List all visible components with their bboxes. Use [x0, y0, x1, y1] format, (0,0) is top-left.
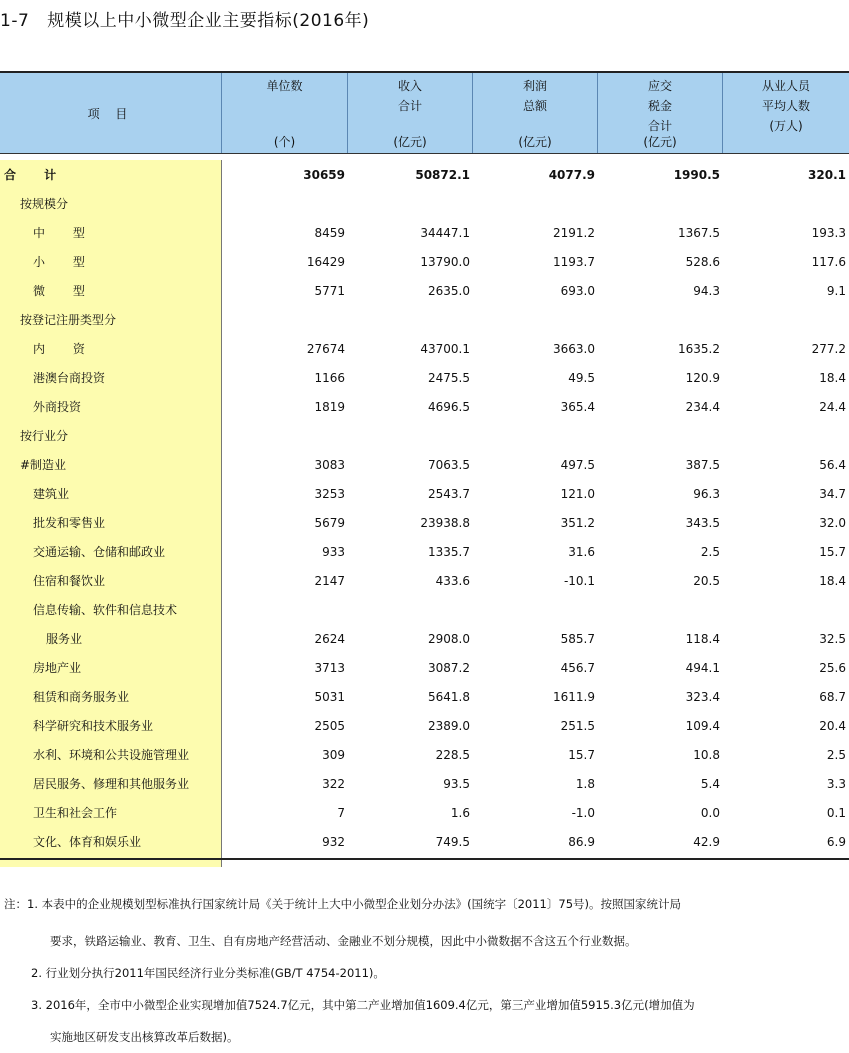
cell-value: 68.7	[819, 689, 846, 704]
cell-value: 3087.2	[428, 660, 470, 675]
table-row	[0, 798, 849, 827]
cell-value: 20.4	[819, 718, 846, 733]
cell-value: 121.0	[560, 486, 595, 501]
header-line: 从业人员	[761, 79, 810, 93]
cell-value: 497.5	[560, 457, 595, 472]
header-profit	[473, 73, 598, 153]
cell-value: 5771	[314, 283, 345, 298]
header-line: 利润	[522, 79, 547, 93]
cell-value: 25.6	[819, 660, 846, 675]
cell-value: 4696.5	[428, 399, 470, 414]
row-label: 文化、体育和娱乐业	[33, 835, 142, 849]
table-row	[0, 334, 849, 363]
cell-value: 2191.2	[553, 225, 595, 240]
row-label: 小 型	[33, 255, 97, 269]
cell-value: 2543.7	[428, 486, 470, 501]
table-row	[0, 508, 849, 537]
cell-value: 34447.1	[420, 225, 470, 240]
cell-value: 5031	[314, 689, 345, 704]
cell-value: 933	[322, 544, 345, 559]
cell-value: 24.4	[819, 399, 846, 414]
cell-value: 2624	[314, 631, 345, 646]
cell-value: 365.4	[560, 399, 595, 414]
cell-value: 1819	[314, 399, 345, 414]
cell-value: 2.5	[700, 544, 720, 559]
cell-value: 18.4	[819, 573, 846, 588]
note-1: 注：1. 本表中的企业规模划型标准执行国家统计局《关于统计上大中小微型企业划分办法》(国统字〔2011〕75号)。按照国家统计局	[4, 897, 681, 911]
cell-value: 5.4	[700, 776, 720, 791]
cell-value: 8459	[314, 225, 345, 240]
cell-value: 43700.1	[420, 341, 470, 356]
cell-value: 1.8	[575, 776, 595, 791]
cell-value: 2.5	[826, 747, 846, 762]
row-label: 住宿和餐饮业	[33, 574, 106, 588]
header-line: 总额	[522, 99, 547, 113]
header-line: 单位数	[266, 79, 303, 93]
cell-value: -1.0	[571, 805, 595, 820]
cell-value: 50872.1	[415, 167, 470, 182]
row-label: 信息传输、软件和信息技术	[33, 603, 178, 617]
row-label: 批发和零售业	[33, 516, 106, 530]
cell-value: 0.0	[700, 805, 720, 820]
row-label: 服务业	[46, 632, 83, 646]
cell-value: 3083	[314, 457, 345, 472]
header-line: 平均人数	[761, 99, 810, 113]
cell-value: 15.7	[568, 747, 595, 762]
row-label: #制造业	[20, 458, 67, 472]
cell-value: 6.9	[826, 834, 846, 849]
header-revenue	[348, 73, 473, 153]
note-2: 2. 行业划分执行2011年国民经济行业分类标准(GB/T 4754-2011)。	[31, 966, 385, 980]
header-tax	[598, 73, 723, 153]
cell-value: 932	[322, 834, 345, 849]
cell-value: 31.6	[568, 544, 595, 559]
cell-value: -10.1	[563, 573, 595, 588]
row-label: 中 型	[33, 226, 97, 240]
cell-value: 23938.8	[420, 515, 470, 530]
cell-value: 5641.8	[428, 689, 470, 704]
row-label: 按规模分	[20, 197, 69, 211]
row-label: 按登记注册类型分	[20, 313, 117, 327]
row-label: 内 资	[33, 342, 97, 356]
cell-value: 234.4	[685, 399, 720, 414]
header-line: 收入	[397, 79, 422, 93]
cell-value: 109.4	[685, 718, 720, 733]
cell-value: 16429	[306, 254, 345, 269]
cell-value: 1611.9	[553, 689, 595, 704]
table-row	[0, 392, 849, 421]
cell-value: 49.5	[568, 370, 595, 385]
cell-value: 251.5	[560, 718, 595, 733]
cell-value: 387.5	[685, 457, 720, 472]
cell-value: 433.6	[435, 573, 470, 588]
cell-value: 322	[322, 776, 345, 791]
bottom-rule	[0, 858, 849, 860]
cell-value: 193.3	[811, 225, 846, 240]
table-row	[0, 189, 849, 218]
cell-value: 3.3	[826, 776, 846, 791]
cell-value: 3663.0	[553, 341, 595, 356]
table-row	[0, 276, 849, 305]
table-row	[0, 363, 849, 392]
table-row	[0, 247, 849, 276]
row-label: 交通运输、仓储和邮政业	[33, 545, 166, 559]
cell-value: 320.1	[808, 167, 846, 182]
row-label: 卫生和社会工作	[33, 806, 118, 820]
cell-value: 228.5	[435, 747, 470, 762]
header-item-label: 项 目	[87, 107, 134, 121]
cell-value: 56.4	[819, 457, 846, 472]
table-row	[0, 740, 849, 769]
table-row	[0, 305, 849, 334]
cell-value: 42.9	[693, 834, 720, 849]
cell-value: 120.9	[685, 370, 720, 385]
cell-value: 456.7	[560, 660, 595, 675]
table-row	[0, 160, 849, 189]
header-line: 合计	[397, 99, 422, 113]
cell-value: 7063.5	[428, 457, 470, 472]
cell-value: 2475.5	[428, 370, 470, 385]
header-line: (万人)	[769, 119, 803, 133]
cell-value: 1193.7	[553, 254, 595, 269]
cell-value: 494.1	[685, 660, 720, 675]
row-label: 按行业分	[20, 429, 69, 443]
table-row	[0, 218, 849, 247]
cell-value: 5679	[314, 515, 345, 530]
cell-value: 2908.0	[428, 631, 470, 646]
cell-value: 343.5	[685, 515, 720, 530]
header-item	[0, 73, 222, 153]
cell-value: 117.6	[811, 254, 846, 269]
header-employees	[723, 73, 849, 153]
row-label: 租赁和商务服务业	[33, 690, 130, 704]
cell-value: 13790.0	[420, 254, 470, 269]
table-row	[0, 682, 849, 711]
header-unit: (个)	[273, 135, 296, 149]
row-label: 建筑业	[33, 487, 70, 501]
cell-value: 96.3	[693, 486, 720, 501]
cell-value: 118.4	[685, 631, 720, 646]
cell-value: 749.5	[435, 834, 470, 849]
cell-value: 15.7	[819, 544, 846, 559]
cell-value: 93.5	[443, 776, 470, 791]
cell-value: 351.2	[560, 515, 595, 530]
cell-value: 2147	[314, 573, 345, 588]
cell-value: 2389.0	[428, 718, 470, 733]
cell-value: 0.1	[826, 805, 846, 820]
header-line: 合计	[647, 119, 672, 133]
table-body	[0, 160, 849, 856]
cell-value: 9.1	[826, 283, 846, 298]
cell-value: 4077.9	[548, 167, 595, 182]
cell-value: 10.8	[693, 747, 720, 762]
cell-value: 1990.5	[673, 167, 720, 182]
cell-value: 277.2	[811, 341, 846, 356]
data-table	[0, 71, 849, 856]
cell-value: 528.6	[685, 254, 720, 269]
cell-value: 94.3	[693, 283, 720, 298]
header-unit: (亿元)	[643, 135, 677, 149]
table-row	[0, 653, 849, 682]
table-header	[0, 73, 849, 154]
table-row	[0, 421, 849, 450]
cell-value: 1367.5	[678, 225, 720, 240]
cell-value: 3713	[314, 660, 345, 675]
header-line: 税金	[647, 99, 672, 113]
cell-value: 323.4	[685, 689, 720, 704]
cell-value: 86.9	[568, 834, 595, 849]
row-label: 港澳台商投资	[33, 371, 106, 385]
row-label: 科学研究和技术服务业	[33, 719, 154, 733]
table-row	[0, 711, 849, 740]
header-unit: (亿元)	[393, 135, 427, 149]
page-title	[0, 6, 369, 31]
row-label: 微 型	[33, 284, 97, 298]
cell-value: 693.0	[560, 283, 595, 298]
cell-value: 18.4	[819, 370, 846, 385]
cell-value: 1635.2	[678, 341, 720, 356]
row-label: 合 计	[4, 168, 69, 182]
row-label: 房地产业	[33, 661, 82, 675]
note-1-cont: 要求，铁路运输业、教育、卫生、自有房地产经营活动、金融业不划分规模，因此中小微数据不含这五个行业数据。	[50, 934, 637, 948]
row-label: 外商投资	[33, 400, 82, 414]
cell-value: 20.5	[693, 573, 720, 588]
header-line: 应交	[647, 79, 672, 93]
cell-value: 27674	[306, 341, 345, 356]
cell-value: 309	[322, 747, 345, 762]
cell-value: 30659	[303, 167, 345, 182]
cell-value: 7	[337, 805, 345, 820]
table-row	[0, 566, 849, 595]
table-title: 规模以上中小微型企业主要指标(2016年)	[47, 11, 370, 31]
cell-value: 2505	[314, 718, 345, 733]
cell-value: 3253	[314, 486, 345, 501]
note-3: 3. 2016年，全市中小微型企业实现增加值7524.7亿元，其中第二产业增加值1609.4亿元，第三产业增加值5915.3亿元(增加值为	[31, 998, 695, 1012]
cell-value: 2635.0	[428, 283, 470, 298]
cell-value: 585.7	[560, 631, 595, 646]
cell-value: 34.7	[819, 486, 846, 501]
table-row	[0, 450, 849, 479]
cell-value: 1166	[314, 370, 345, 385]
table-row	[0, 537, 849, 566]
table-row	[0, 827, 849, 856]
table-row	[0, 769, 849, 798]
table-row	[0, 595, 849, 624]
cell-value: 1.6	[450, 805, 470, 820]
cell-value: 32.5	[819, 631, 846, 646]
note-3-cont: 实施地区研发支出核算改革后数据)。	[50, 1030, 239, 1044]
cell-value: 1335.7	[428, 544, 470, 559]
header-unit: (亿元)	[518, 135, 552, 149]
header-unit-count	[222, 73, 348, 153]
table-number: 1-7	[0, 11, 30, 31]
row-label: 居民服务、修理和其他服务业	[33, 777, 190, 791]
cell-value: 32.0	[819, 515, 846, 530]
table-row	[0, 624, 849, 653]
row-label: 水利、环境和公共设施管理业	[33, 748, 190, 762]
table-row	[0, 479, 849, 508]
